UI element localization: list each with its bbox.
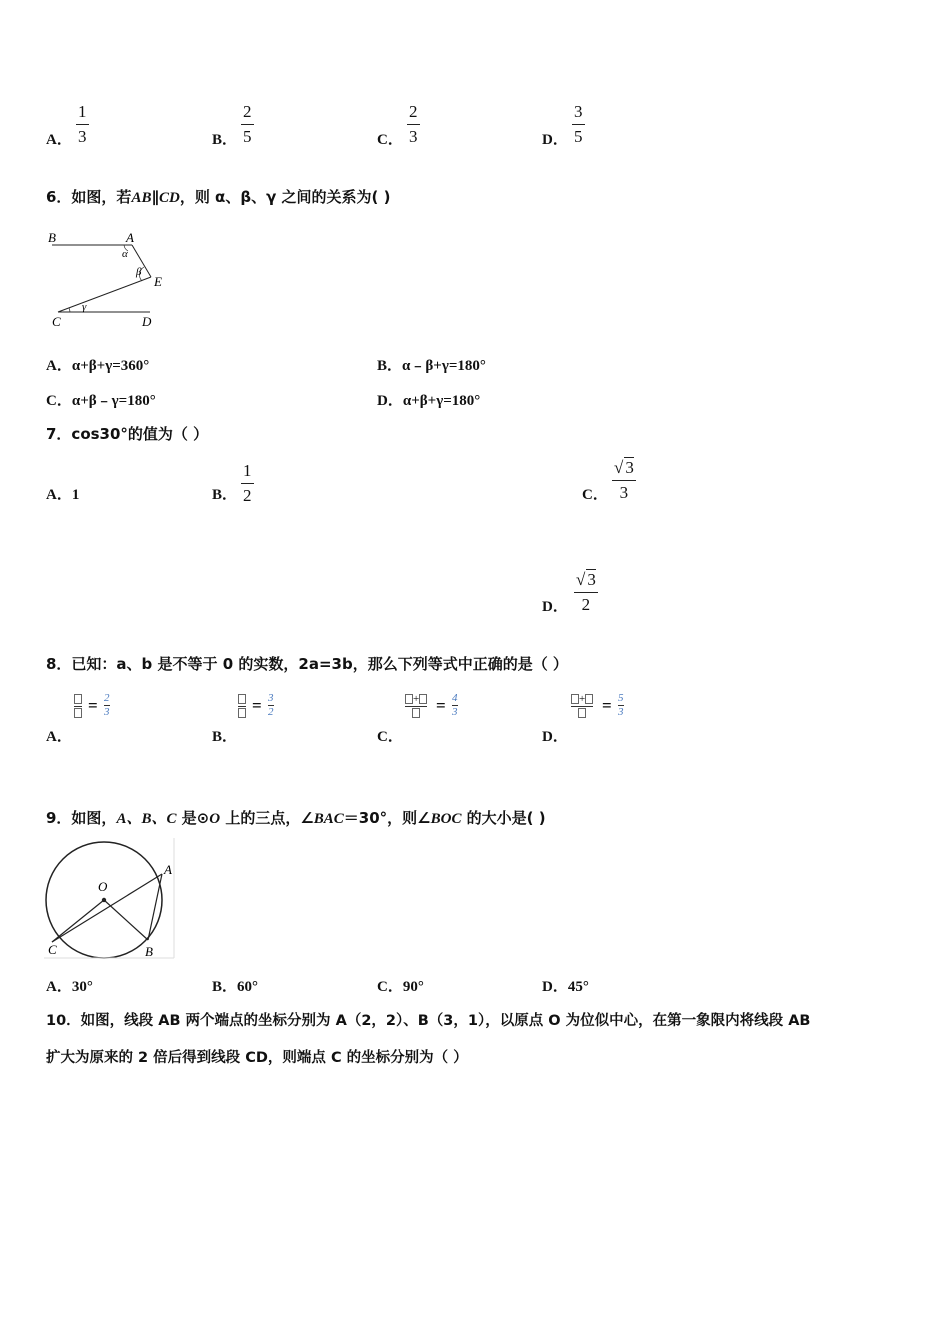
q8-option-a-lhs (74, 694, 82, 719)
q9-option-b: B．60° (212, 979, 259, 995)
q7-option-a: A．1 (46, 487, 80, 503)
q6-label-c: C (52, 314, 61, 329)
q8-option-b-eq: = (252, 696, 262, 715)
q9-label-a: A (164, 862, 172, 877)
q9-label-b: B (145, 944, 153, 959)
q10-stem-line1: 10．如图，线段 AB 两个端点的坐标分别为 A（2，2）、B（3，1），以原点 O 为位似中心，在第一象限内将线段 AB (46, 1013, 811, 1029)
q8-option-d-eq: = (602, 696, 612, 715)
q7-option-d-fraction: √ 3 2 (576, 570, 596, 614)
q5-option-b-fraction: 2 5 (243, 102, 252, 146)
q8-option-a-rhs: 2 3 (104, 692, 110, 718)
q10-stem-line2: 扩大为原来的 2 倍后得到线段 CD，则端点 C 的坐标分别为（ ） (46, 1050, 468, 1066)
q7-stem: 7．cos30°的值为（ ） (46, 425, 209, 443)
q9-stem: 9．如图，A、B、C 是⊙O 上的三点，∠BAC＝30°，则∠BOC 的大小是( ) (46, 809, 546, 827)
q8-option-c-rhs: 4 3 (452, 692, 458, 718)
q8-option-a-eq: = (88, 696, 98, 715)
q7-option-c-fraction: √ 3 3 (614, 458, 634, 502)
q8-option-b-rhs: 3 2 (268, 692, 274, 718)
q6-option-d: D．α+β+γ=180° (377, 393, 481, 409)
q7-option-c-label: C． (582, 487, 608, 503)
q8-option-c-eq: = (436, 696, 446, 715)
q9-option-a: A．30° (46, 979, 93, 995)
q6-stem: 6．如图，若AB∥CD，则 α、β、γ 之间的关系为( ) (46, 188, 391, 206)
q7-option-b-fraction: 1 2 (243, 461, 252, 505)
q9-center-point (102, 898, 106, 902)
q9-label-o: O (98, 879, 108, 894)
q9-radius-oc (52, 900, 104, 942)
q5-option-d-fraction: 3 5 (574, 102, 583, 146)
q9-radius-ob (104, 900, 148, 940)
q9-option-c: C．90° (377, 979, 424, 995)
q5-option-c-fraction: 2 3 (409, 102, 418, 146)
q6-label-a: A (126, 230, 134, 245)
q8-option-c-lhs: + (405, 694, 427, 719)
q8-option-d-label: D． (542, 729, 568, 745)
q9-option-d: D．45° (542, 979, 589, 995)
q8-option-b-label: B． (212, 729, 238, 745)
q6-option-b: B．α﹣β+γ=180° (377, 358, 486, 374)
q8-option-d-lhs: + (571, 694, 593, 719)
q8-option-d-rhs: 5 3 (618, 692, 624, 718)
q9-figure (42, 836, 177, 961)
q9-label-c: C (48, 942, 57, 957)
q8-option-a-label: A． (46, 729, 72, 745)
q6-label-b: B (48, 230, 56, 245)
q5-option-d-label: D． (542, 132, 568, 148)
q7-option-b-label: B． (212, 487, 238, 503)
q6-label-beta: β (136, 266, 142, 278)
q9-chord-ab (148, 874, 162, 940)
q6-label-e: E (154, 274, 162, 289)
q7-option-d-label: D． (542, 599, 568, 615)
q6-option-c: C．α+β﹣γ=180° (46, 393, 156, 409)
q8-stem: 8．已知：a、b 是不等于 0 的实数，2a=3b，那么下列等式中正确的是（ ） (46, 655, 568, 673)
q8-option-c-label: C． (377, 729, 403, 745)
q5-option-a-fraction: 1 3 (78, 102, 87, 146)
q8-option-b-lhs (238, 694, 246, 719)
q6-line-ae (132, 245, 151, 277)
q6-label-alpha: α (122, 248, 128, 260)
q6-line-ec (58, 277, 151, 312)
q6-label-gamma: γ (82, 301, 87, 313)
q5-option-b-label: B． (212, 132, 238, 148)
q6-option-a: A．α+β+γ=360° (46, 358, 150, 374)
q5-option-a-label: A． (46, 132, 72, 148)
q5-option-c-label: C． (377, 132, 403, 148)
q6-label-d: D (142, 314, 152, 329)
q6-figure (44, 228, 174, 332)
